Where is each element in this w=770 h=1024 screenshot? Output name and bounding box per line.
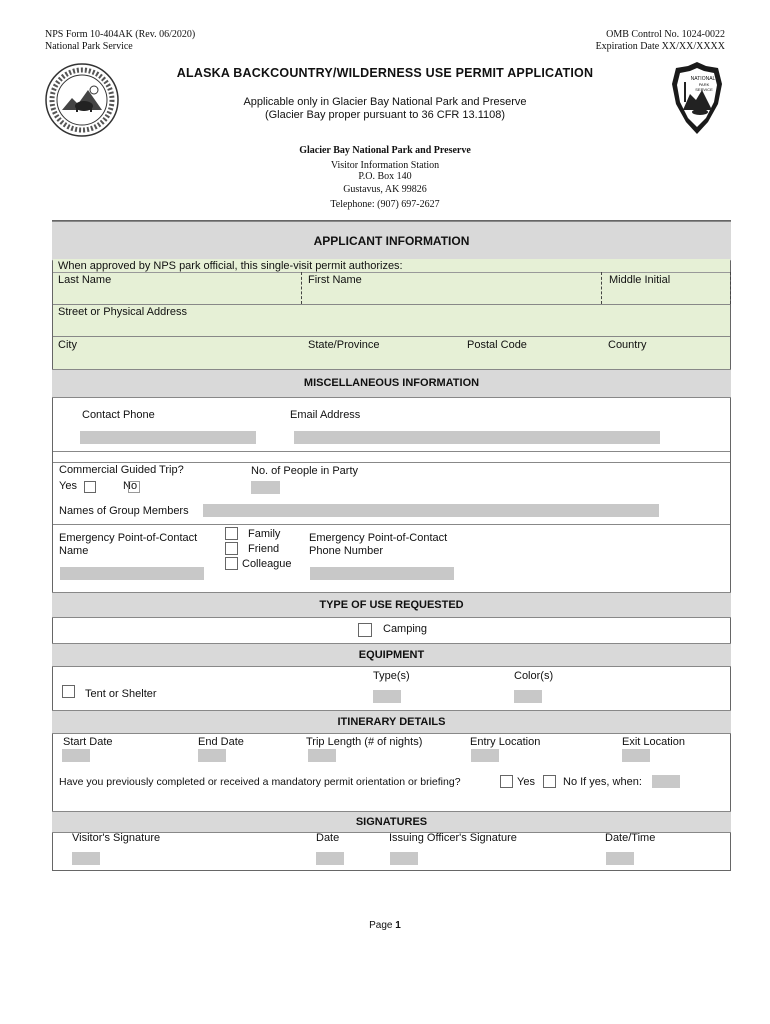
email-label: Email Address xyxy=(290,409,361,421)
orientation-no-label: No If yes, when: xyxy=(563,776,642,788)
state-label: State/Province xyxy=(308,339,380,351)
types-label: Type(s) xyxy=(373,670,410,682)
commercial-no-label: No xyxy=(123,480,138,492)
applicant-heading: APPLICANT INFORMATION xyxy=(52,221,731,261)
first-name-label: First Name xyxy=(308,274,362,286)
camping-label: Camping xyxy=(383,623,428,635)
colleague-label: Colleague xyxy=(242,558,292,570)
emergency-name-input[interactable] xyxy=(60,567,204,580)
commercial-yes-checkbox[interactable] xyxy=(84,481,96,493)
family-checkbox[interactable] xyxy=(225,527,238,540)
equipment-heading: EQUIPMENT xyxy=(52,643,731,667)
commercial-yes-label: Yes xyxy=(59,480,77,492)
camping-checkbox[interactable] xyxy=(358,623,372,637)
emergency-name-label-2: Name xyxy=(59,545,89,557)
colors-label: Color(s) xyxy=(514,670,554,682)
types-input[interactable] xyxy=(373,690,401,703)
applicable-note: Applicable only in Glacier Bay National Park and Preserve xyxy=(243,96,527,108)
signatures-heading: SIGNATURES xyxy=(52,811,731,833)
use-heading: TYPE OF USE REQUESTED xyxy=(52,592,731,618)
address-line2: P.O. Box 140 xyxy=(358,171,412,182)
trip-length-label: Trip Length (# of nights) xyxy=(306,736,423,748)
orientation-question: Have you previously completed or received a mandatory permit orientation or briefing? xyxy=(59,776,461,788)
people-label: No. of People in Party xyxy=(251,465,359,477)
exit-location-label: Exit Location xyxy=(622,736,685,748)
entry-location-input[interactable] xyxy=(471,749,499,762)
colors-input[interactable] xyxy=(514,690,542,703)
email-input[interactable] xyxy=(294,431,660,444)
trip-length-input[interactable] xyxy=(308,749,336,762)
address-phone: Telephone: (907) 697-2627 xyxy=(330,199,440,210)
datetime-input[interactable] xyxy=(606,852,634,865)
tent-label: Tent or Shelter xyxy=(85,688,157,700)
form-id: NPS Form 10-404AK (Rev. 06/2020) xyxy=(45,29,196,40)
expiration-date: Expiration Date XX/XX/XXXX xyxy=(595,41,725,52)
page-number: 1 xyxy=(395,920,401,931)
emergency-phone-label-1: Emergency Point-of-Contact xyxy=(309,532,448,544)
last-name-label: Last Name xyxy=(58,274,112,286)
address-line3: Gustavus, AK 99826 xyxy=(343,184,427,195)
contact-phone-input[interactable] xyxy=(80,431,256,444)
cfr-note: (Glacier Bay proper pursuant to 36 CFR 13.1108) xyxy=(264,109,506,121)
agency-name: National Park Service xyxy=(45,41,133,52)
visitor-signature-label: Visitor's Signature xyxy=(72,832,161,844)
itinerary-heading: ITINERARY DETAILS xyxy=(52,710,731,734)
start-date-input[interactable] xyxy=(62,749,90,762)
orientation-yes-label: Yes xyxy=(517,776,535,788)
orientation-yes-checkbox[interactable] xyxy=(500,775,513,788)
officer-signature-input[interactable] xyxy=(390,852,418,865)
signature-date-label: Date xyxy=(316,832,340,844)
postal-label: Postal Code xyxy=(467,339,527,351)
page-label: Page xyxy=(369,920,393,931)
park-name: Glacier Bay National Park and Preserve xyxy=(299,145,471,156)
entry-location-label: Entry Location xyxy=(470,736,541,748)
colleague-checkbox[interactable] xyxy=(225,557,238,570)
contact-phone-label: Contact Phone xyxy=(82,409,155,421)
emergency-phone-label-2: Phone Number xyxy=(309,545,383,557)
commercial-label: Commercial Guided Trip? xyxy=(59,464,184,476)
officer-signature-label: Issuing Officer's Signature xyxy=(389,832,517,844)
svg-text:SERVICE: SERVICE xyxy=(695,87,713,92)
group-members-label: Names of Group Members xyxy=(59,505,189,517)
visitor-signature-input[interactable] xyxy=(72,852,100,865)
authorizes-text: When approved by NPS park official, this single-visit permit authorizes: xyxy=(58,260,403,272)
friend-label: Friend xyxy=(248,543,280,555)
commercial-no-checkbox[interactable] xyxy=(128,481,140,493)
orientation-no-checkbox[interactable] xyxy=(543,775,556,788)
country-label: Country xyxy=(608,339,647,351)
people-input[interactable] xyxy=(251,481,280,494)
end-date-label: End Date xyxy=(198,736,244,748)
group-members-input[interactable] xyxy=(203,504,659,517)
page-footer xyxy=(0,920,770,931)
end-date-input[interactable] xyxy=(198,749,226,762)
tent-checkbox[interactable] xyxy=(62,685,75,698)
city-label: City xyxy=(58,339,77,351)
street-label: Street or Physical Address xyxy=(58,306,188,318)
start-date-label: Start Date xyxy=(63,736,113,748)
address-line1: Visitor Information Station xyxy=(330,160,440,171)
orientation-when-input[interactable] xyxy=(652,775,680,788)
svg-text:NATIONAL: NATIONAL xyxy=(690,76,716,82)
svg-text:PARK: PARK xyxy=(698,82,710,87)
datetime-label: Date/Time xyxy=(605,832,656,844)
omb-number: OMB Control No. 1024-0022 xyxy=(606,29,725,40)
family-label: Family xyxy=(248,528,281,540)
signature-date-input[interactable] xyxy=(316,852,344,865)
middle-initial-label: Middle Initial xyxy=(609,274,671,286)
exit-location-input[interactable] xyxy=(622,749,650,762)
misc-heading: MISCELLANEOUS INFORMATION xyxy=(52,369,731,398)
page-title: ALASKA BACKCOUNTRY/WILDERNESS USE PERMIT APPLICATION xyxy=(176,66,594,80)
emergency-name-label-1: Emergency Point-of-Contact xyxy=(59,532,198,544)
emergency-phone-input[interactable] xyxy=(310,567,454,580)
friend-checkbox[interactable] xyxy=(225,542,238,555)
